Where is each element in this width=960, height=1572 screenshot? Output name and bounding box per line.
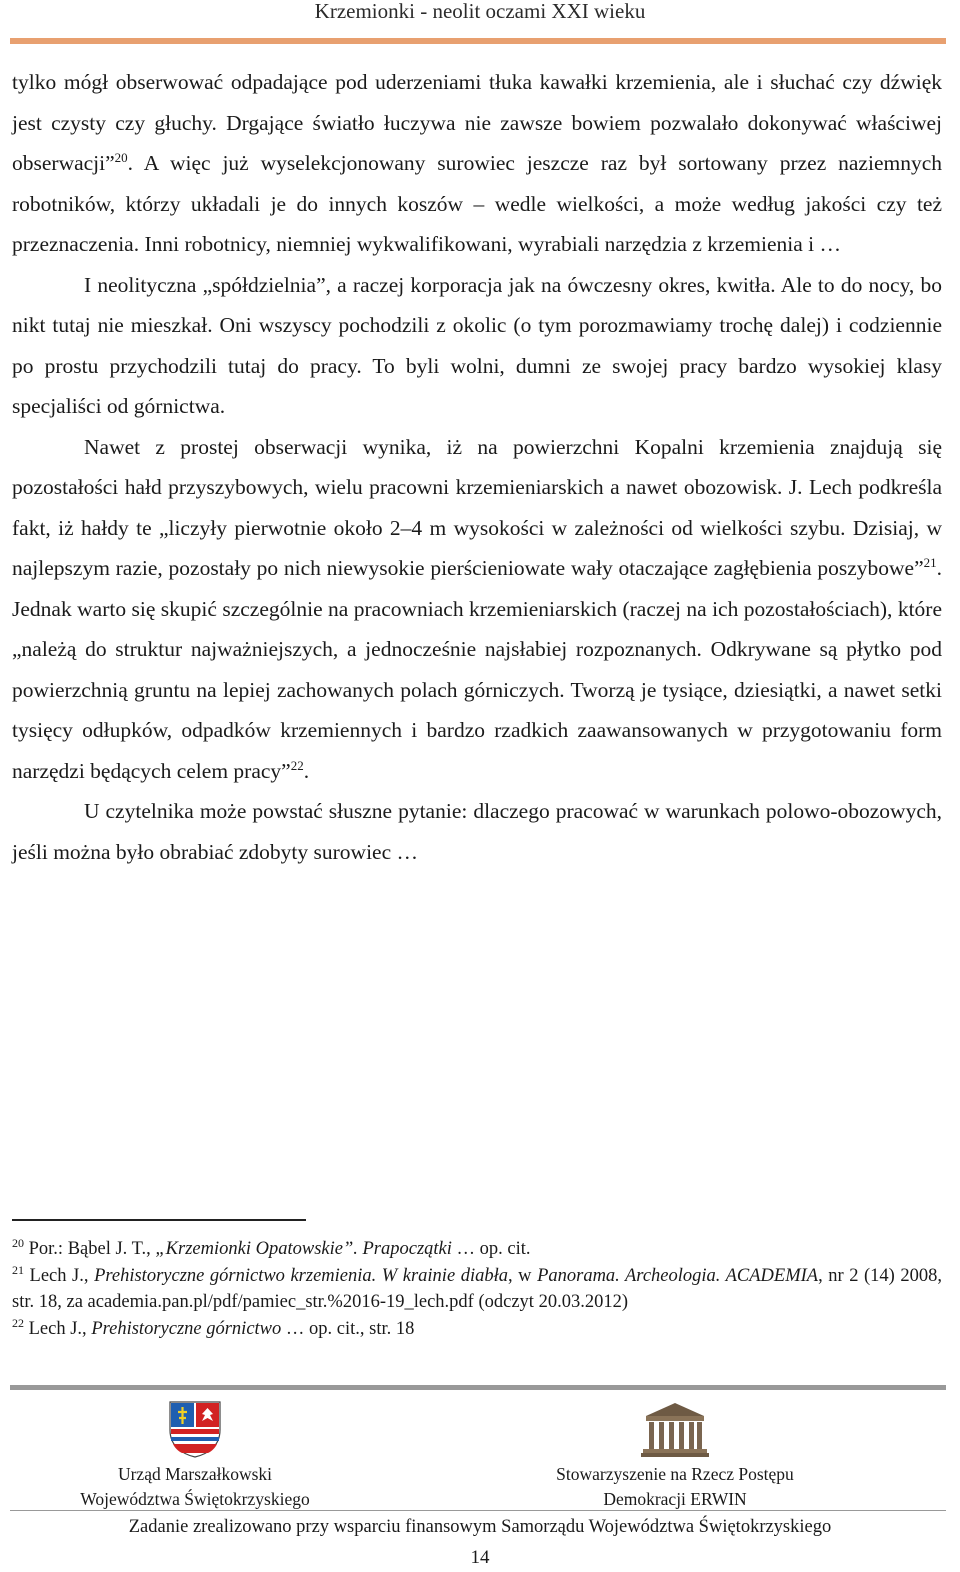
footnote-text: , w <box>507 1265 538 1286</box>
org-left <box>30 1462 360 1512</box>
paragraph-3 <box>12 427 942 792</box>
footnote-number: 22 <box>12 1315 24 1330</box>
org-right-line1: Stowarzyszenie na Rzecz Postępu <box>556 1464 794 1484</box>
footnote-text: Lech J., <box>24 1265 95 1286</box>
paragraph-3-text: Nawet z prostej obserwacji wynika, iż na powierzchni Kopalni krzemienia znajdują się pozostałości hałd przyszybowych, wielu pracowni krzemieniarskich a nawet obozowisk. J. Lech podkreśla fakt, iż hałdy te „liczyły pierwotnie około 2–4 m wysokości w zależności od wielkości szybu. Dzisiaj, w najlepszym razie, pozostały po nich niewysokie pierścieniowate wały otaczające zagłębienia poszybowe” <box>12 434 942 580</box>
footnote-separator <box>12 1219 306 1221</box>
temple-icon <box>640 1400 710 1458</box>
footer-rule <box>10 1385 946 1390</box>
footnote-text: Lech J., <box>24 1318 92 1339</box>
org-left-line1: Urząd Marszałkowski <box>117 1464 273 1484</box>
page-header-title: Krzemionki - neolit oczami XXI wieku <box>314 0 646 23</box>
paragraph-1-continuation: . A więc już wyselekcjonowany surowiec jeszcze raz był sortowany przez naziemnych robotników, którzy układali je do innych koszów – wedle wielkości, a może według jakości czy też przeznaczenia. Inni robotnicy, niemniej wykwalifikowani, wyrabiali narzędzia z krzemienia i … <box>12 151 942 256</box>
page-number: 14 <box>470 1547 490 1568</box>
paragraph-3-end: . <box>303 758 310 783</box>
org-left-line2: Województwa Świętokrzyskiego <box>80 1489 310 1509</box>
footnotes <box>12 1236 942 1342</box>
footer-divider <box>10 1510 946 1511</box>
footnote-text[interactable]: , nr 2 (14) 2008, str. 18, za academia.pan.pl/pdf/pamiec_str.%2016-19_lech.pdf (odczyt 20.03.2012) <box>12 1265 942 1312</box>
body-text <box>12 62 942 872</box>
footnote-text: … op. cit., str. 18 <box>281 1318 415 1339</box>
footnote-22 <box>12 1316 942 1343</box>
paragraph-4: U czytelnika może powstać słuszne pytanie: dlaczego pracować w warunkach polowo-obozowych, jeśli można było obrabiać zdobyty surowiec … <box>12 799 942 864</box>
footnote-ref-20[interactable]: 20 <box>114 149 128 165</box>
paragraph-2: I neolityczna „spółdzielnia”, a raczej korporacja jak na ówczesny okres, kwitła. Ale to do nocy, bo nikt tutaj nie mieszkał. Oni wszyscy pochodzili z okolic (o tym porozmawiamy trochę dalej) i codziennie po prostu przychodzili tutaj do pracy. To byli wolni, dumni ze swojej pracy bardzo wysokiej klasy specjaliści od górnictwa. <box>12 272 942 418</box>
footnote-title: Prehistoryczne górnictwo krzemienia. W krainie diabła <box>94 1265 508 1286</box>
paragraph-1-text: tylko mógł obserwować odpadające pod uderzeniami tłuka kawałki krzemienia, ale i słuchać czy dźwięk jest czysty czy głuchy. Drgające światło łuczywa nie zawsze bowiem pozwalało dokonywać właściwej obserwacji” <box>12 70 942 175</box>
coat-of-arms-icon <box>168 1400 222 1458</box>
footnote-number: 20 <box>12 1235 24 1250</box>
paragraph-1 <box>12 62 942 265</box>
org-right <box>505 1462 845 1512</box>
footnote-title: „Krzemionki Opatowskie”. Prapoczątki <box>155 1239 452 1259</box>
footnote-text: Por.: Bąbel J. T., <box>24 1239 156 1259</box>
footnote-text: … op. cit. <box>451 1239 531 1259</box>
footnote-21 <box>12 1263 942 1316</box>
footnote-20 <box>12 1236 942 1263</box>
paragraph-3-continuation: . Jednak warto się skupić szczególnie na pracowniach krzemieniarskich (raczej na ich pozostałościach), które „należą do struktur najważniejszych, a jednocześnie najsłabiej rozpoznanych. Odkrywane są płytko pod powierzchnią gruntu na lepiej zachowanych polach górniczych. Tworzą je tysiące, dziesiątki, a nawet setki tysięcy odłupków, odpadków krzemiennych i bardzo rzadkich zaawansowanych w przygotowaniu form narzędzi będących celem pracy” <box>12 556 942 783</box>
org-right-line2: Demokracji ERWIN <box>603 1489 747 1509</box>
footnote-title: Panorama. Archeologia. ACADEMIA <box>537 1265 819 1286</box>
footnote-title: Prehistoryczne górnictwo <box>91 1318 282 1339</box>
footnote-ref-22[interactable]: 22 <box>290 757 304 773</box>
footnote-ref-21[interactable]: 21 <box>923 554 937 570</box>
funding-note: Zadanie zrealizowano przy wsparciu finansowym Samorządu Województwa Świętokrzyskiego <box>128 1517 832 1537</box>
footnote-number: 21 <box>12 1262 24 1277</box>
header-rule <box>10 38 946 44</box>
